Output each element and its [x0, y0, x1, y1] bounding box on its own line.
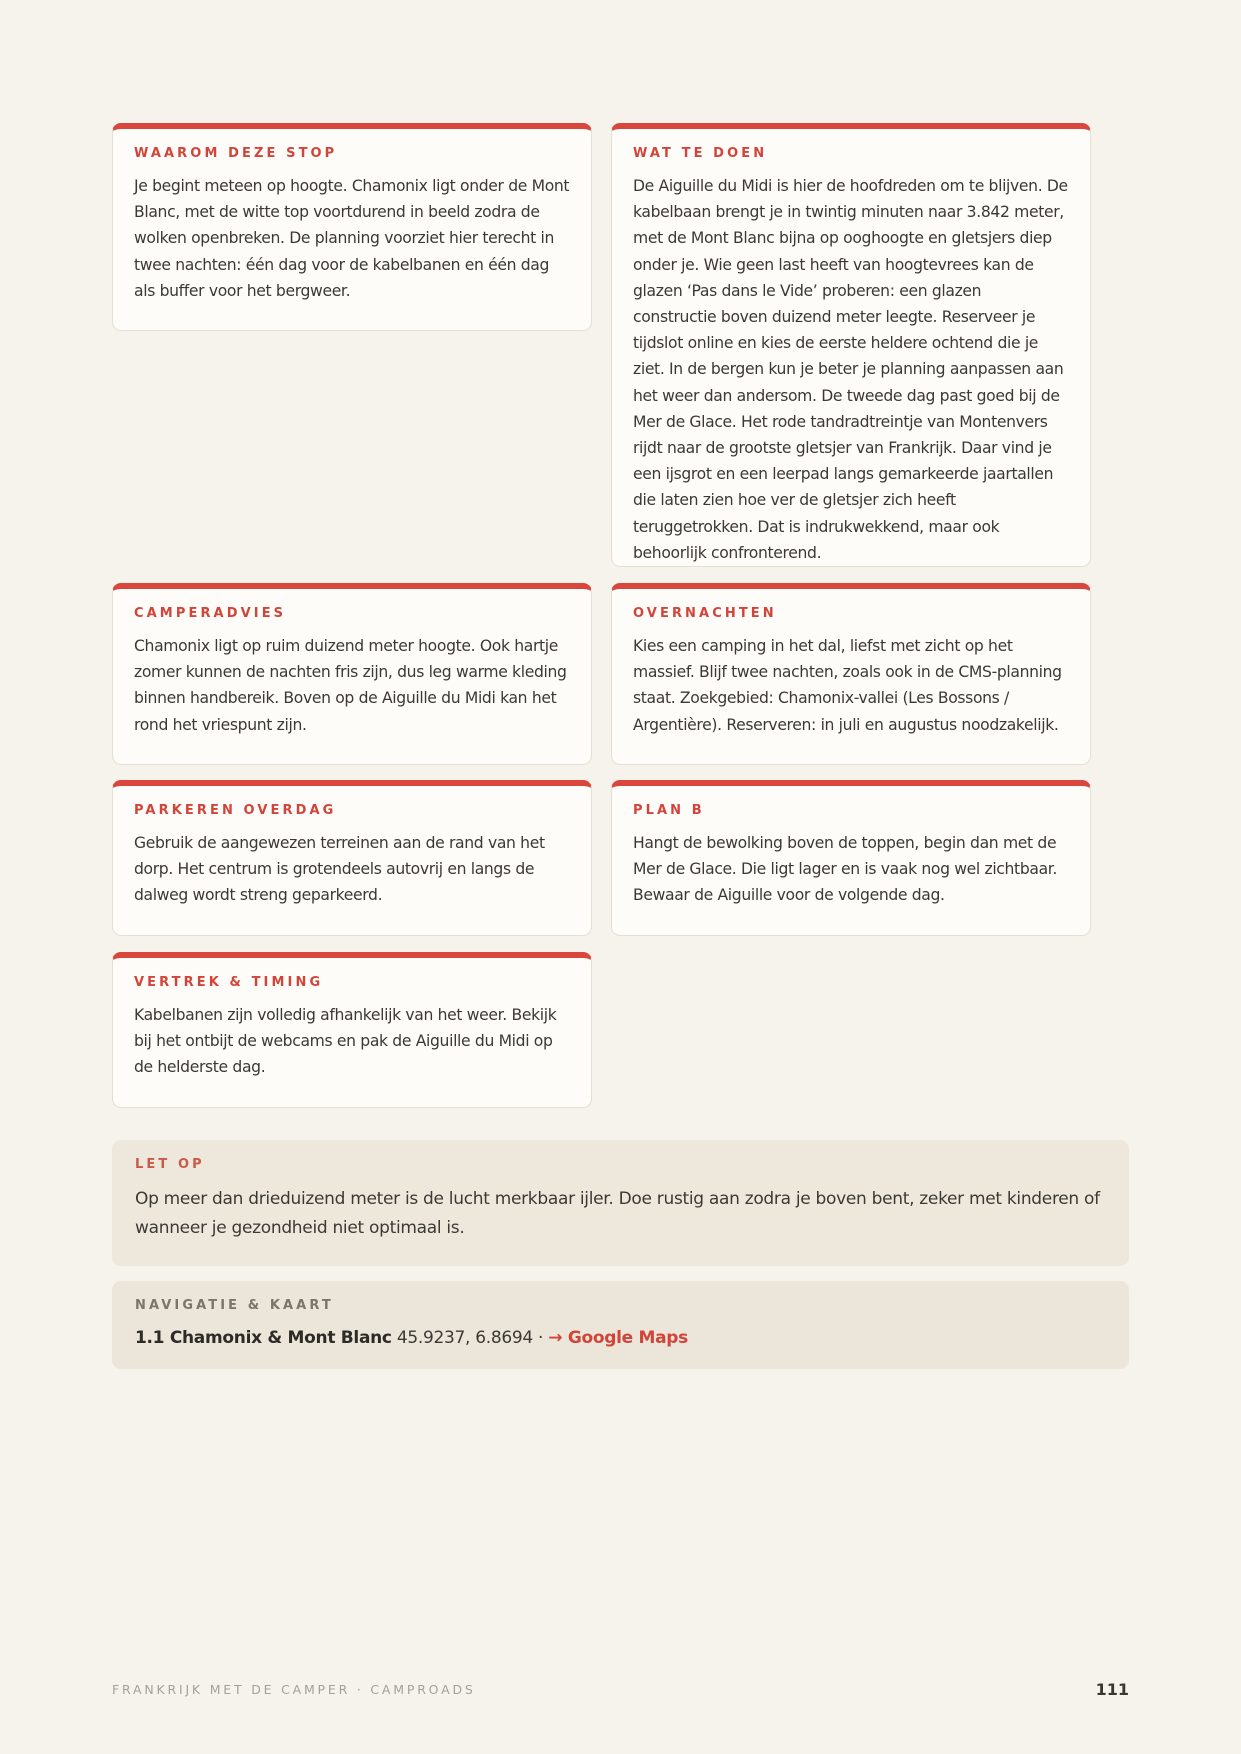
card-body: Hangt de bewolking boven de toppen, begin dan met de Mer de Glace. Die ligt lager en is vaak nog wel zichtbaar. Bewaar de Aiguille voor de volgende dag. [633, 834, 1058, 905]
card-vertrek-timing [112, 952, 592, 1108]
page-number: 111 [1095, 1680, 1129, 1699]
warning-note-body: Op meer dan drieduizend meter is de lucht merkbaar ijler. Doe rustig aan zodra je boven bent, zeker met kinderen of wanneer je gezondheid niet optimaal is. [135, 1189, 1100, 1238]
card-title: WAT TE DOEN [633, 146, 768, 161]
location-name: 1.1 Chamonix & Mont Blanc [135, 1328, 392, 1348]
card-body: Gebruik de aangewezen terreinen aan de rand van het dorp. Het centrum is grotendeels autovrij en langs de dalweg wordt streng geparkeerd. [134, 834, 545, 905]
footer-book-title: FRANKRIJK MET DE CAMPER · CAMPROADS [112, 1682, 476, 1697]
card-title: VERTREK & TIMING [134, 975, 324, 990]
warning-note [112, 1140, 1129, 1266]
card-body: Kabelbanen zijn volledig afhankelijk van het weer. Bekijk bij het ontbijt de webcams en pak de Aiguille du Midi op de helderste dag. [134, 1006, 557, 1077]
navigation-line [135, 1326, 1106, 1350]
card-parkeren-overdag [112, 780, 592, 936]
card-title: CAMPERADVIES [134, 606, 287, 621]
card-title: PLAN B [633, 803, 705, 818]
navigation-title: NAVIGATIE & KAART [135, 1298, 334, 1313]
card-body: Chamonix ligt op ruim duizend meter hoogte. Ook hartje zomer kunnen de nachten fris zijn, dus leg warme kleding binnen handbereik. Boven op de Aiguille du Midi kan het rond het vriespunt zijn. [134, 637, 567, 734]
navigation-box [112, 1281, 1129, 1369]
card-overnachten [611, 583, 1091, 765]
card-title: WAAROM DEZE STOP [134, 146, 338, 161]
card-wat-te-doen [611, 123, 1091, 567]
card-camperadvies [112, 583, 592, 765]
card-body: De Aiguille du Midi is hier de hoofdreden om te blijven. De kabelbaan brengt je in twintig minuten naar 3.842 meter, met de Mont Blanc bijna op ooghoogte en gletsjers diep onder je. Wie geen last heeft van hoogtevrees kan de glazen ‘Pas dans le Vide’ proberen: een glazen constructie boven duizend meter leegte. Reserveer je tijdslot online en kies de eerste heldere ochtend die je ziet. In de bergen kun je beter je planning aanpassen aan het weer dan andersom. De tweede dag past goed bij de Mer de Glace. Het rode tandradtreintje van Montenvers rijdt naar de grootste gletsjer van Frankrijk. Daar vind je een ijsgrot en een leerpad langs gemarkeerde jaartallen die laten zien hoe ver de gletsjer zich heeft teruggetrokken. Dat is indrukwekkend, maar ook behoorlijk confronterend. [633, 177, 1068, 562]
card-plan-b [611, 780, 1091, 936]
coordinates: 45.9237, 6.8694 · [396, 1328, 544, 1348]
card-body: Je begint meteen op hoogte. Chamonix ligt onder de Mont Blanc, met de witte top voortdurend in beeld zodra de wolken openbreken. De planning voorziet hier terecht in twee nachten: één dag voor de kabelbanen en één dag als buffer voor het bergweer. [134, 177, 570, 300]
warning-note-title: LET OP [135, 1157, 205, 1172]
card-title: OVERNACHTEN [633, 606, 777, 621]
card-waarom-deze-stop [112, 123, 592, 331]
google-maps-link[interactable]: → Google Maps [548, 1328, 688, 1348]
card-title: PARKEREN OVERDAG [134, 803, 337, 818]
card-body: Kies een camping in het dal, liefst met zicht op het massief. Blijf twee nachten, zoals ook in de CMS-planning staat. Zoekgebied: Chamonix-vallei (Les Bossons / Argentière). Reserveren: in juli en augustus noodzakelijk. [633, 637, 1062, 734]
